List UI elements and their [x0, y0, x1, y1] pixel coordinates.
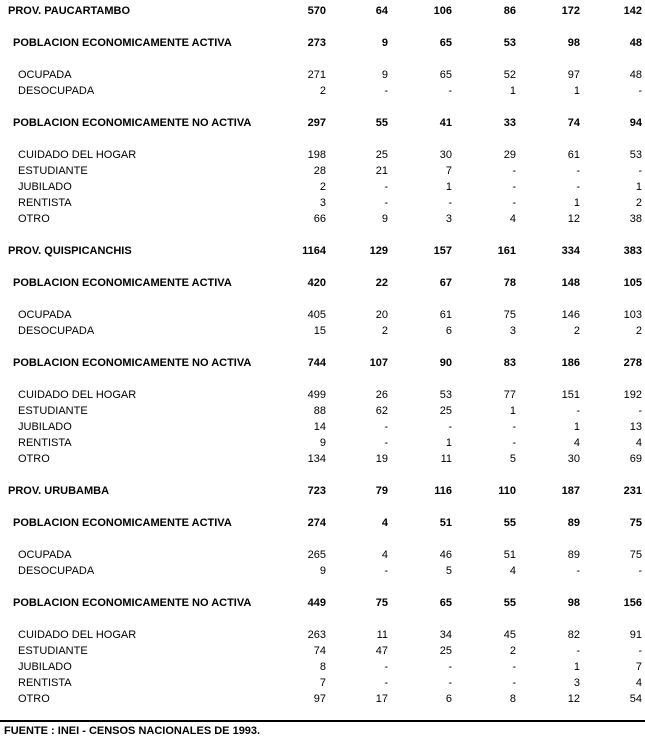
cell-value: 62	[375, 405, 388, 417]
spacer-row	[0, 99, 645, 115]
cell-value: 20	[375, 309, 388, 321]
cell-value: 51	[503, 549, 516, 561]
cell-value: -	[384, 661, 388, 673]
cell-value: -	[448, 661, 452, 673]
cell-value: -	[576, 645, 580, 657]
cell-value: 161	[497, 245, 516, 257]
spacer-row	[0, 467, 645, 483]
cell-value: 273	[307, 37, 326, 49]
cell-value: 723	[307, 485, 326, 497]
row-label: OTRO	[18, 693, 50, 705]
cell-value: 82	[567, 629, 580, 641]
table-row	[0, 435, 645, 451]
cell-value: 41	[439, 117, 452, 129]
census-table	[0, 3, 645, 723]
row-label: OTRO	[18, 213, 50, 225]
cell-value: 1164	[302, 245, 326, 257]
cell-value: 74	[567, 117, 580, 129]
cell-value: 53	[439, 389, 452, 401]
cell-value: 61	[567, 149, 580, 161]
cell-value: 48	[629, 69, 642, 81]
cell-value: 187	[561, 485, 580, 497]
cell-value: -	[384, 181, 388, 193]
cell-value: 405	[307, 309, 326, 321]
row-label: JUBILADO	[18, 181, 72, 193]
cell-value: 7	[635, 661, 642, 673]
cell-value: 1	[573, 661, 580, 673]
cell-value: 499	[307, 389, 326, 401]
cell-value: 231	[623, 485, 642, 497]
cell-value: 65	[439, 37, 452, 49]
cell-value: 2	[381, 325, 388, 337]
cell-value: 4	[509, 213, 516, 225]
cell-value: 151	[561, 389, 580, 401]
row-label: JUBILADO	[18, 661, 72, 673]
cell-value: 25	[439, 405, 452, 417]
row-label: POBLACION ECONOMICAMENTE ACTIVA	[13, 517, 232, 529]
cell-value: 15	[313, 325, 326, 337]
cell-value: 97	[567, 69, 580, 81]
row-label: POBLACION ECONOMICAMENTE NO ACTIVA	[13, 117, 252, 129]
cell-value: 29	[503, 149, 516, 161]
spacer-row	[0, 611, 645, 627]
cell-value: -	[384, 437, 388, 449]
source-note: FUENTE : INEI - CENSOS NACIONALES DE 1993.	[4, 725, 261, 737]
cell-value: 3	[319, 197, 326, 209]
spacer-row	[0, 339, 645, 355]
spacer-row	[0, 259, 645, 275]
row-label: OCUPADA	[18, 309, 72, 321]
cell-value: 1	[509, 405, 516, 417]
group-row	[0, 595, 645, 611]
table-row	[0, 179, 645, 195]
cell-value: 90	[439, 357, 452, 369]
cell-value: 45	[503, 629, 516, 641]
cell-value: 55	[503, 517, 516, 529]
cell-value: 53	[503, 37, 516, 49]
cell-value: -	[638, 85, 642, 97]
spacer-row	[0, 227, 645, 243]
spacer-row	[0, 291, 645, 307]
spacer-row	[0, 19, 645, 35]
cell-value: -	[512, 437, 516, 449]
cell-value: -	[638, 645, 642, 657]
cell-value: 86	[503, 5, 516, 17]
cell-value: 79	[375, 485, 388, 497]
cell-value: 2	[319, 85, 326, 97]
cell-value: -	[512, 661, 516, 673]
cell-value: 12	[567, 693, 580, 705]
cell-value: 89	[567, 549, 580, 561]
cell-value: 13	[629, 421, 642, 433]
cell-value: 107	[369, 357, 388, 369]
cell-value: 4	[381, 549, 388, 561]
cell-value: 570	[307, 5, 326, 17]
cell-value: 67	[439, 277, 452, 289]
cell-value: 9	[381, 213, 388, 225]
table-row	[0, 147, 645, 163]
row-label: DESOCUPADA	[18, 85, 95, 97]
cell-value: 146	[561, 309, 580, 321]
cell-value: 98	[567, 597, 580, 609]
cell-value: 9	[319, 437, 326, 449]
cell-value: -	[512, 197, 516, 209]
cell-value: 55	[375, 117, 388, 129]
province-row	[0, 483, 645, 499]
table-row	[0, 643, 645, 659]
cell-value: 5	[445, 565, 452, 577]
spacer-row	[0, 499, 645, 515]
spacer-row	[0, 371, 645, 387]
cell-value: 94	[629, 117, 642, 129]
table-row	[0, 691, 645, 707]
cell-value: 274	[307, 517, 326, 529]
cell-value: 51	[439, 517, 452, 529]
cell-value: 156	[623, 597, 642, 609]
cell-value: 30	[567, 453, 580, 465]
cell-value: 55	[503, 597, 516, 609]
cell-value: 2	[573, 325, 580, 337]
cell-value: 3	[445, 213, 452, 225]
cell-value: 129	[369, 245, 388, 257]
cell-value: 278	[623, 357, 642, 369]
cell-value: 69	[629, 453, 642, 465]
cell-value: 64	[375, 5, 388, 17]
cell-value: 105	[623, 277, 642, 289]
cell-value: 9	[381, 69, 388, 81]
table-row	[0, 675, 645, 691]
table-row	[0, 627, 645, 643]
row-label: CUIDADO DEL HOGAR	[18, 149, 137, 161]
province-row	[0, 243, 645, 259]
group-row	[0, 35, 645, 51]
cell-value: 383	[623, 245, 642, 257]
row-label: PROV. QUISPICANCHIS	[8, 245, 132, 257]
cell-value: -	[384, 421, 388, 433]
cell-value: 7	[445, 165, 452, 177]
cell-value: 75	[375, 597, 388, 609]
row-label: ESTUDIANTE	[18, 405, 88, 417]
cell-value: 19	[375, 453, 388, 465]
cell-value: 74	[313, 645, 326, 657]
cell-value: 5	[509, 453, 516, 465]
cell-value: 46	[439, 549, 452, 561]
row-label: OTRO	[18, 453, 50, 465]
cell-value: 48	[629, 37, 642, 49]
row-label: CUIDADO DEL HOGAR	[18, 629, 137, 641]
row-label: POBLACION ECONOMICAMENTE NO ACTIVA	[13, 597, 252, 609]
cell-value: 28	[313, 165, 326, 177]
cell-value: 157	[433, 245, 452, 257]
cell-value: 30	[439, 149, 452, 161]
cell-value: -	[384, 565, 388, 577]
cell-value: -	[512, 677, 516, 689]
cell-value: 172	[561, 5, 580, 17]
cell-value: 9	[381, 37, 388, 49]
cell-value: 25	[375, 149, 388, 161]
cell-value: 22	[375, 277, 388, 289]
cell-value: 17	[375, 693, 388, 705]
cell-value: 4	[635, 677, 642, 689]
cell-value: 2	[319, 181, 326, 193]
cell-value: 263	[307, 629, 326, 641]
cell-value: 34	[439, 629, 452, 641]
cell-value: 1	[445, 437, 452, 449]
cell-value: 11	[440, 453, 452, 465]
cell-value: -	[576, 181, 580, 193]
cell-value: 2	[635, 325, 642, 337]
cell-value: 38	[629, 213, 642, 225]
cell-value: -	[384, 85, 388, 97]
cell-value: 66	[313, 213, 326, 225]
cell-value: 1	[573, 421, 580, 433]
cell-value: 14	[313, 421, 326, 433]
row-label: POBLACION ECONOMICAMENTE ACTIVA	[13, 37, 232, 49]
table-row	[0, 211, 645, 227]
cell-value: 12	[567, 213, 580, 225]
cell-value: 33	[503, 117, 516, 129]
cell-value: 75	[629, 549, 642, 561]
cell-value: 148	[561, 277, 580, 289]
cell-value: 116	[434, 485, 452, 497]
cell-value: 4	[635, 437, 642, 449]
table-row	[0, 83, 645, 99]
cell-value: 89	[567, 517, 580, 529]
cell-value: 75	[629, 517, 642, 529]
table-row	[0, 195, 645, 211]
table-row	[0, 563, 645, 579]
cell-value: 97	[313, 693, 326, 705]
cell-value: 4	[573, 437, 580, 449]
cell-value: -	[448, 85, 452, 97]
row-label: RENTISTA	[18, 197, 72, 209]
cell-value: 2	[509, 645, 516, 657]
cell-value: 265	[307, 549, 326, 561]
cell-value: 54	[629, 693, 642, 705]
cell-value: 6	[445, 693, 452, 705]
cell-value: -	[448, 421, 452, 433]
cell-value: 91	[629, 629, 642, 641]
table-row	[0, 67, 645, 83]
footer-rule	[0, 720, 645, 722]
cell-value: 192	[623, 389, 642, 401]
row-label: ESTUDIANTE	[18, 165, 88, 177]
row-label: POBLACION ECONOMICAMENTE ACTIVA	[13, 277, 232, 289]
cell-value: 1	[573, 85, 580, 97]
row-label: PROV. URUBAMBA	[8, 485, 110, 497]
group-row	[0, 275, 645, 291]
cell-value: 88	[313, 405, 326, 417]
cell-value: 83	[503, 357, 516, 369]
cell-value: -	[384, 677, 388, 689]
cell-value: 449	[307, 597, 326, 609]
group-row	[0, 355, 645, 371]
cell-value: 65	[439, 597, 452, 609]
cell-value: 11	[376, 629, 388, 641]
cell-value: 744	[307, 357, 326, 369]
cell-value: -	[384, 197, 388, 209]
row-label: CUIDADO DEL HOGAR	[18, 389, 137, 401]
cell-value: -	[576, 405, 580, 417]
cell-value: 8	[509, 693, 516, 705]
cell-value: -	[512, 165, 516, 177]
table-row	[0, 307, 645, 323]
cell-value: 25	[439, 645, 452, 657]
row-label: DESOCUPADA	[18, 565, 95, 577]
table-row	[0, 323, 645, 339]
cell-value: 134	[307, 453, 326, 465]
cell-value: -	[512, 181, 516, 193]
spacer-row	[0, 531, 645, 547]
cell-value: 65	[439, 69, 452, 81]
table-row	[0, 451, 645, 467]
province-row	[0, 3, 645, 19]
cell-value: 7	[319, 677, 326, 689]
cell-value: 3	[573, 677, 580, 689]
row-label: OCUPADA	[18, 69, 72, 81]
cell-value: 52	[503, 69, 516, 81]
table-row	[0, 547, 645, 563]
cell-value: -	[638, 565, 642, 577]
cell-value: -	[638, 405, 642, 417]
cell-value: 3	[509, 325, 516, 337]
spacer-row	[0, 51, 645, 67]
spacer-row	[0, 131, 645, 147]
cell-value: -	[576, 165, 580, 177]
table-row	[0, 419, 645, 435]
cell-value: 1	[573, 197, 580, 209]
cell-value: 9	[319, 565, 326, 577]
cell-value: 21	[375, 165, 388, 177]
cell-value: 420	[307, 277, 326, 289]
table-row	[0, 163, 645, 179]
row-label: RENTISTA	[18, 437, 72, 449]
cell-value: 98	[567, 37, 580, 49]
cell-value: 61	[439, 309, 452, 321]
group-row	[0, 515, 645, 531]
cell-value: 198	[307, 149, 326, 161]
cell-value: 110	[498, 485, 516, 497]
cell-value: -	[448, 677, 452, 689]
cell-value: 6	[445, 325, 452, 337]
cell-value: 4	[381, 517, 388, 529]
cell-value: 4	[509, 565, 516, 577]
cell-value: 8	[319, 661, 326, 673]
cell-value: 297	[307, 117, 326, 129]
row-label: RENTISTA	[18, 677, 72, 689]
cell-value: 75	[503, 309, 516, 321]
table-row	[0, 659, 645, 675]
cell-value: 1	[635, 181, 642, 193]
row-label: OCUPADA	[18, 549, 72, 561]
cell-value: -	[448, 197, 452, 209]
cell-value: 106	[433, 5, 452, 17]
row-label: PROV. PAUCARTAMBO	[8, 5, 131, 17]
cell-value: 47	[375, 645, 388, 657]
group-row	[0, 115, 645, 131]
cell-value: 53	[629, 149, 642, 161]
cell-value: 77	[503, 389, 516, 401]
table-row	[0, 387, 645, 403]
cell-value: 271	[307, 69, 326, 81]
table-row	[0, 403, 645, 419]
cell-value: 142	[623, 5, 642, 17]
spacer-row	[0, 579, 645, 595]
row-label: JUBILADO	[18, 421, 72, 433]
cell-value: 78	[503, 277, 516, 289]
cell-value: -	[512, 421, 516, 433]
cell-value: 2	[635, 197, 642, 209]
cell-value: -	[576, 565, 580, 577]
cell-value: 186	[561, 357, 580, 369]
cell-value: 26	[375, 389, 388, 401]
cell-value: 103	[623, 309, 642, 321]
cell-value: -	[638, 165, 642, 177]
cell-value: 1	[509, 85, 516, 97]
row-label: DESOCUPADA	[18, 325, 95, 337]
cell-value: 334	[561, 245, 580, 257]
cell-value: 1	[445, 181, 452, 193]
row-label: ESTUDIANTE	[18, 645, 88, 657]
row-label: POBLACION ECONOMICAMENTE NO ACTIVA	[13, 357, 252, 369]
